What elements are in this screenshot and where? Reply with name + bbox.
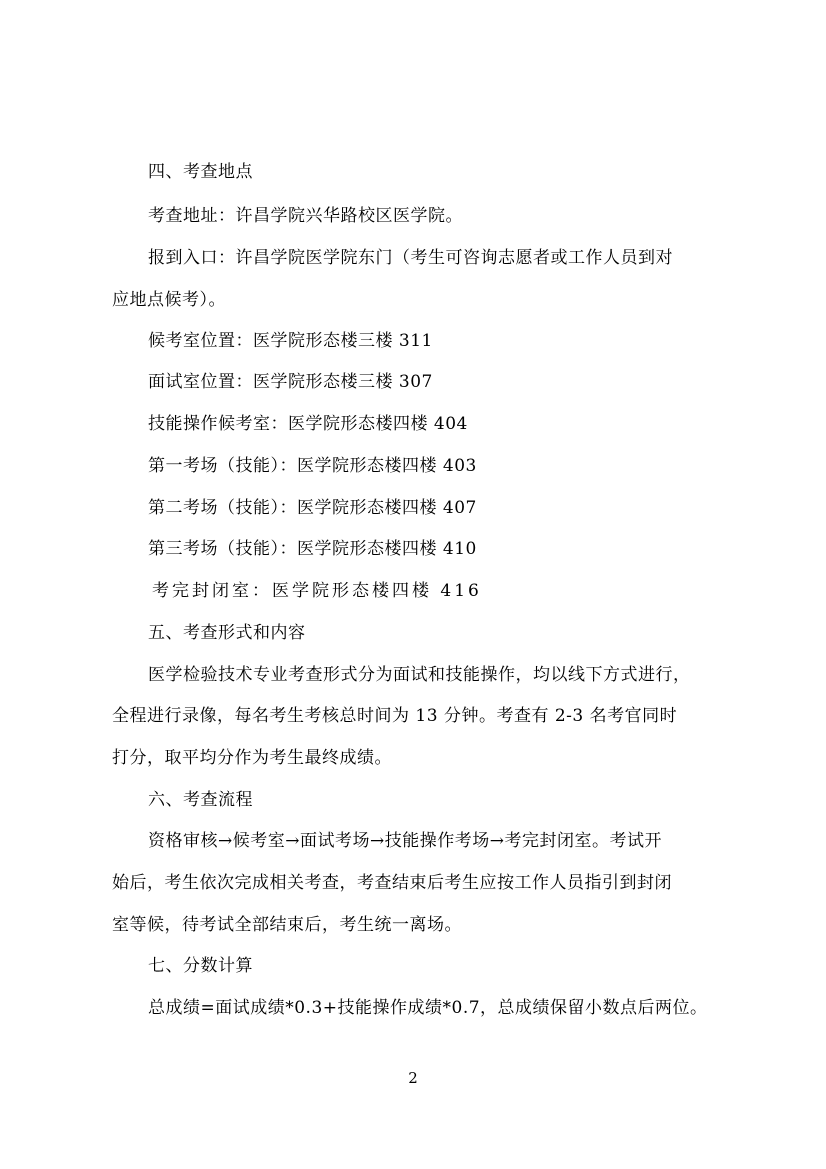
- section-6-heading: 六、考查流程: [148, 790, 253, 810]
- section-5-para-line-2: 全程进行录像，每名考生考核总时间为 13 分钟。考查有 2-3 名考官同时: [112, 706, 678, 726]
- skill-room-1: 第一考场（技能）：医学院形态楼四楼 403: [148, 456, 477, 476]
- closed-room: 考完封闭室：医学院形态楼四楼 416: [152, 581, 482, 601]
- section-5-heading: 五、考查形式和内容: [148, 623, 306, 643]
- exam-address: 考查地址：许昌学院兴华路校区医学院。: [148, 206, 463, 226]
- page-number: 2: [408, 1069, 418, 1087]
- skill-waiting-room: 技能操作候考室：医学院形态楼四楼 404: [148, 414, 468, 434]
- skill-room-2: 第二考场（技能）：医学院形态楼四楼 407: [148, 498, 477, 518]
- entrance-line-1: 报到入口：许昌学院医学院东门（考生可咨询志愿者或工作人员到对: [148, 248, 673, 268]
- score-formula: 总成绩=面试成绩*0.3+技能操作成绩*0.7，总成绩保留小数点后两位。: [148, 998, 708, 1018]
- interview-room: 面试室位置：医学院形态楼三楼 307: [148, 372, 433, 392]
- skill-room-3: 第三考场（技能）：医学院形态楼四楼 410: [148, 539, 477, 559]
- section-6-para-line-1: 资格审核→候考室→面试考场→技能操作考场→考完封闭室。考试开: [148, 831, 662, 851]
- waiting-room: 候考室位置：医学院形态楼三楼 311: [148, 331, 433, 351]
- section-5-para-line-3: 打分，取平均分作为考生最终成绩。: [112, 748, 392, 768]
- entrance-line-2: 应地点候考）。: [112, 290, 226, 310]
- section-6-para-line-3: 室等候，待考试全部结束后，考生统一离场。: [112, 915, 462, 935]
- section-5-para-line-1: 医学检验技术专业考查形式分为面试和技能操作，均以线下方式进行，: [148, 665, 691, 685]
- section-6-para-line-2: 始后，考生依次完成相关考查，考查结束后考生应按工作人员指引到封闭: [112, 873, 672, 893]
- section-7-heading: 七、分数计算: [148, 956, 253, 976]
- section-4-heading: 四、考查地点: [148, 162, 253, 182]
